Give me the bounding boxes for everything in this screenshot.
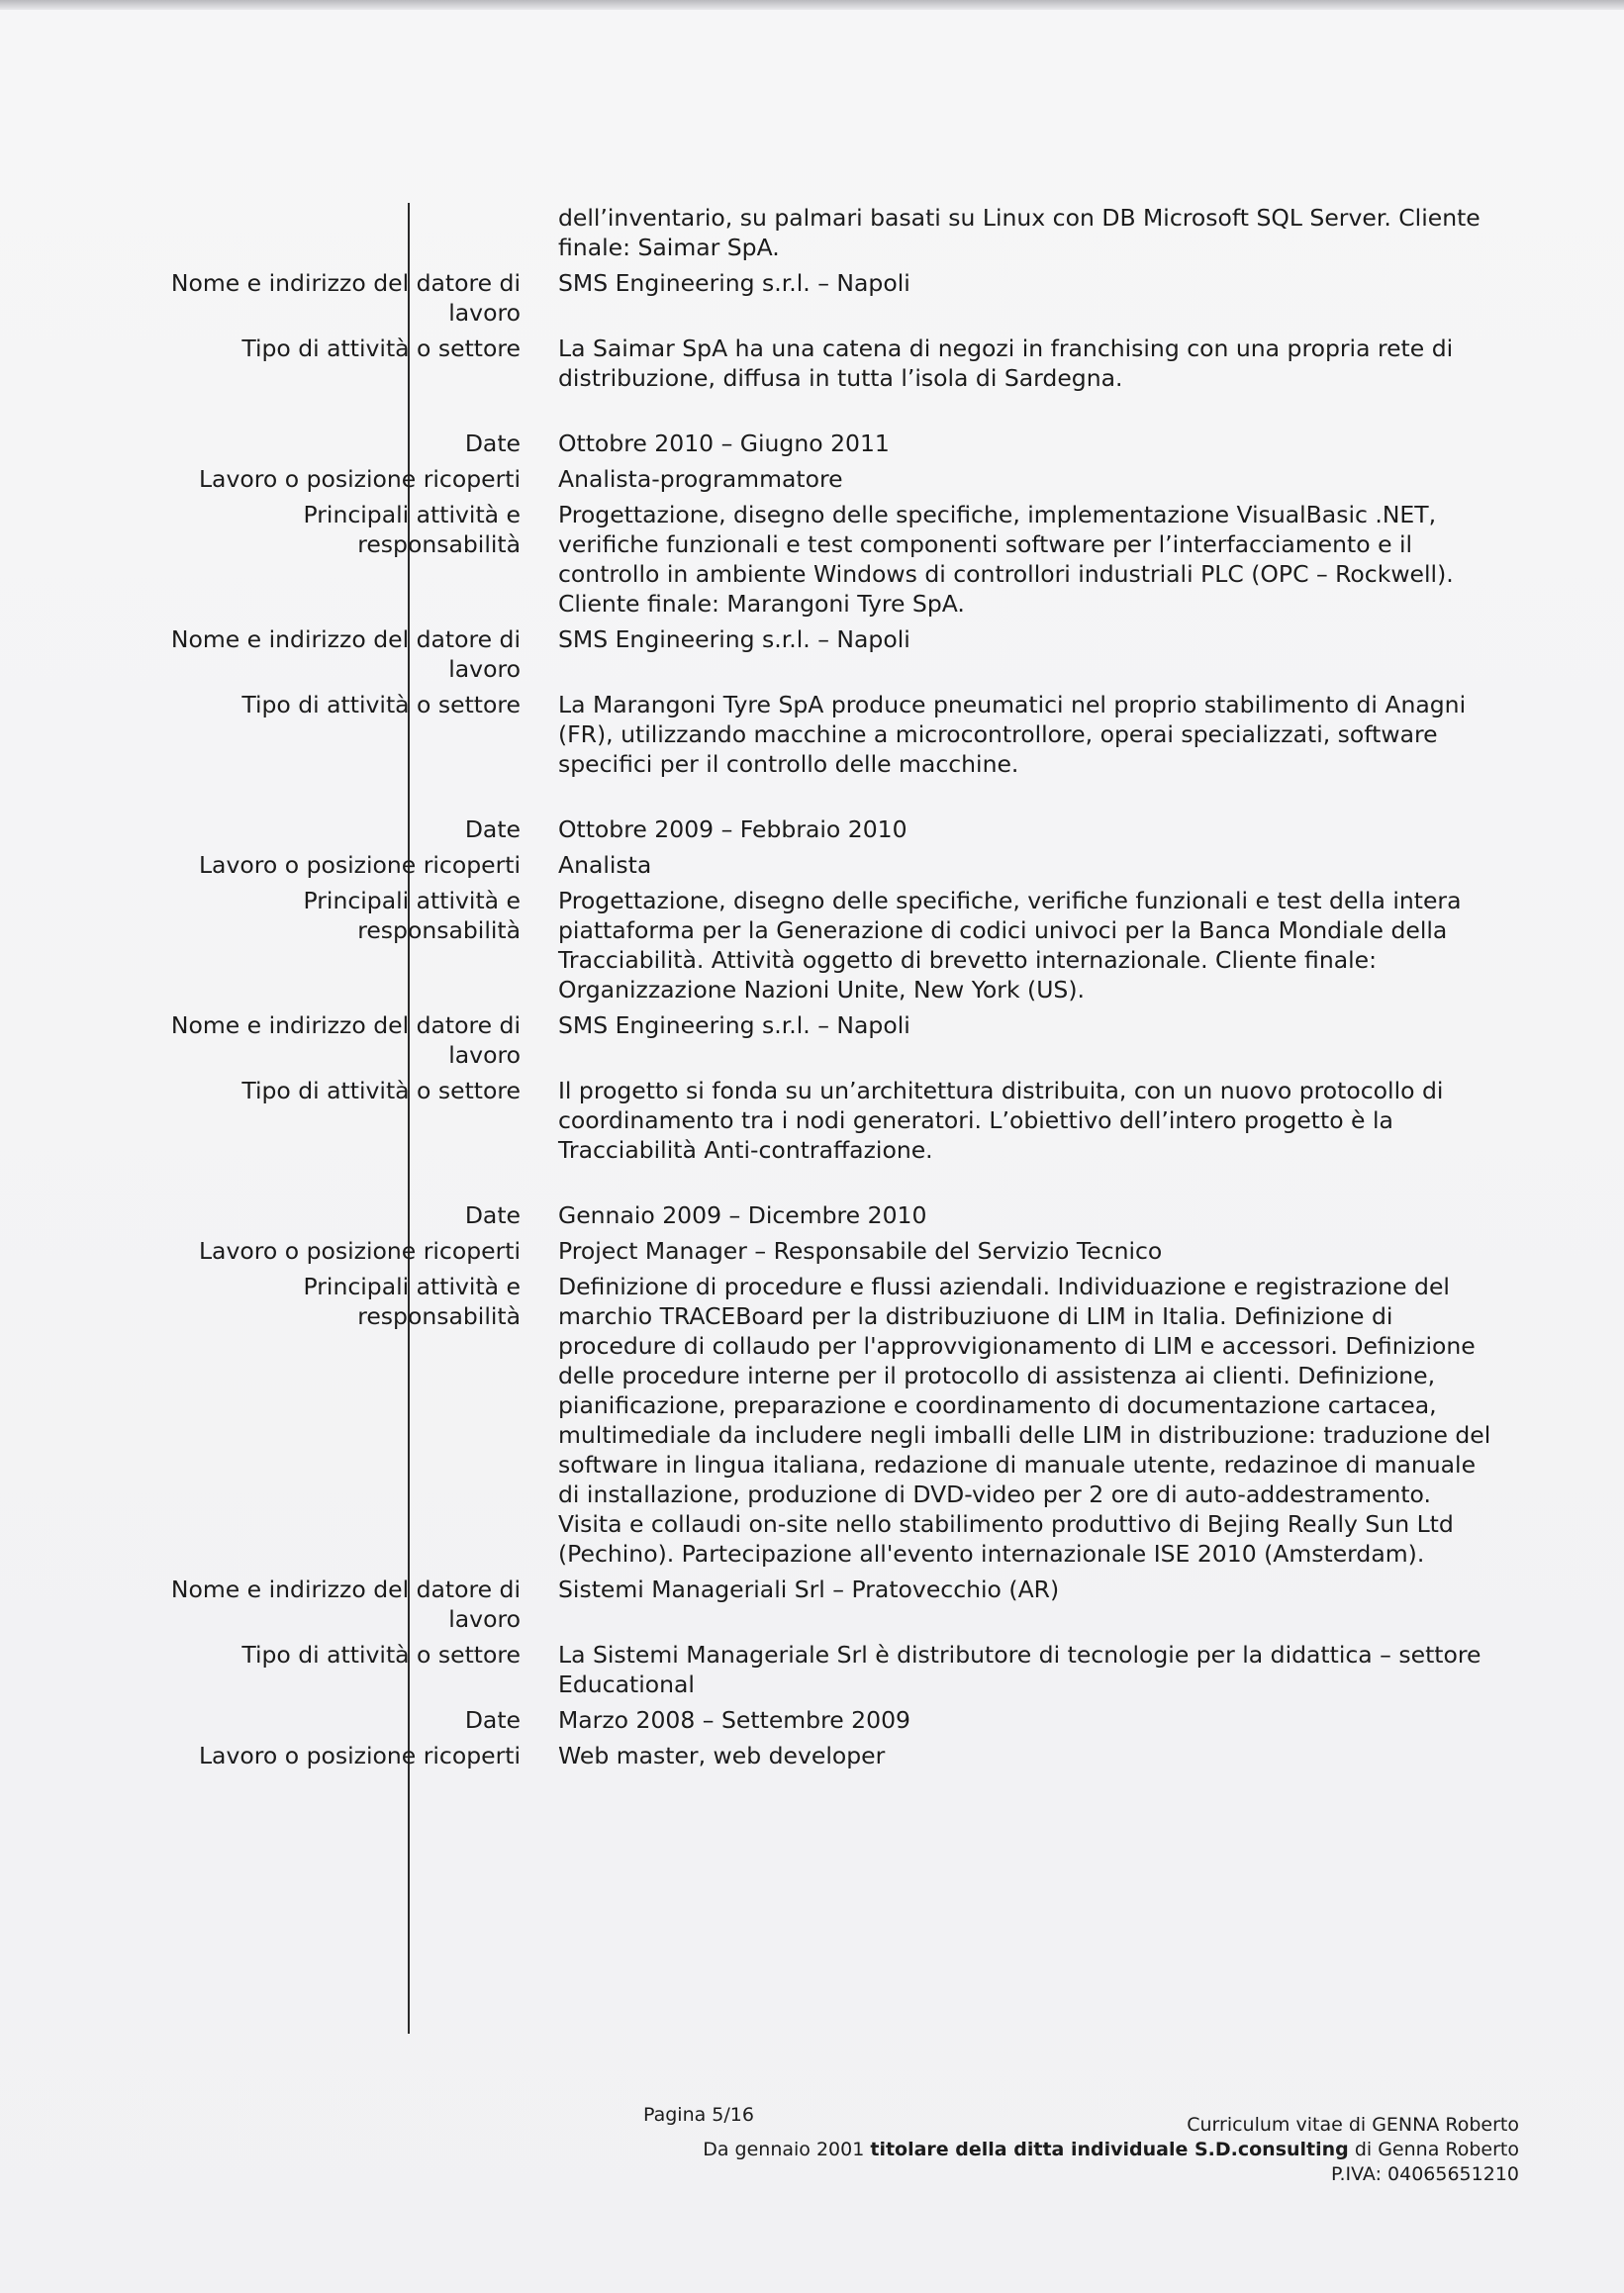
entry-value: Definizione di procedure e flussi aziendali. Individuazione e registrazione del marchio TRACEBoard per la distribuziuone di LIM in Italia. Definizione di procedure di collaudo per l'approvvigionamento di LIM e accessori. Definizione delle procedure interne per il protocollo di assistenza ai clienti. Definizione, pianificazione, preparazione e coordinamento di documentazione cartacea, multimediale da includere negli imballi delle LIM in distribuzione: traduzione del software in lingua italiana, redazione di manuale utente, redazinoe di manuale di installazione, produzione di DVD-video per 2 ore di auto-addestramento. Visita e collaudi on-site nello stabilimento produttivo di Bejing Really Sun Ltd (Pechino). Partecipazione all'evento internazionale ISE 2010 (Amsterdam). — [558, 1273, 1491, 1568]
entry-row — [148, 1741, 1524, 1770]
entry-row — [148, 334, 1524, 393]
entry-row — [148, 1010, 1524, 1070]
entry-label: Tipo di attività o settore — [241, 1641, 521, 1669]
entry-row — [148, 690, 1524, 779]
entry-label: Nome e indirizzo del datore di lavoro — [170, 269, 521, 327]
company-line-suffix: di Genna Roberto — [1348, 2139, 1519, 2160]
entry-label: Lavoro o posizione ricoperti — [198, 465, 521, 493]
entry-label: Principali attività e responsabilità — [303, 1273, 521, 1330]
entry-label: Nome e indirizzo del datore di lavoro — [170, 625, 521, 683]
entry-row — [148, 203, 1524, 262]
entry-label: Lavoro o posizione ricoperti — [198, 1742, 521, 1769]
page-number: Pagina 5/16 — [643, 2104, 754, 2126]
entry-label: Tipo di attività o settore — [241, 334, 521, 362]
entry-value: dell’inventario, su palmari basati su Linux con DB Microsoft SQL Server. Cliente finale: Saimar SpA. — [558, 204, 1481, 261]
entry-label: Lavoro o posizione ricoperti — [198, 1237, 521, 1265]
entry-value: Project Manager – Responsabile del Servizio Tecnico — [558, 1237, 1163, 1265]
entry-row — [148, 268, 1524, 328]
entry-label: Date — [464, 430, 521, 457]
entry-label: Date — [464, 1201, 521, 1229]
vat-number: P.IVA: 04065651210 — [1331, 2163, 1519, 2185]
entry-value: Gennaio 2009 – Dicembre 2010 — [558, 1201, 927, 1229]
entry-value: SMS Engineering s.r.l. – Napoli — [558, 625, 910, 653]
entry-value: SMS Engineering s.r.l. – Napoli — [558, 1011, 910, 1039]
cv-work-experience — [148, 203, 1524, 1770]
entry-value: SMS Engineering s.r.l. – Napoli — [558, 269, 910, 297]
entry-value: Marzo 2008 – Settembre 2009 — [558, 1706, 910, 1734]
entry-value: La Marangoni Tyre SpA produce pneumatici nel proprio stabilimento di Anagni (FR), utilizzando macchine a microcontrollore, operai specializzati, software specifici per il controllo delle macchine. — [558, 691, 1467, 778]
entry-row — [148, 1200, 1524, 1230]
entry-row — [148, 1575, 1524, 1634]
entry-value: Analista — [558, 851, 652, 879]
entry-row — [148, 814, 1524, 844]
entry-label: Principali attività e responsabilità — [303, 501, 521, 558]
entry-row — [148, 624, 1524, 684]
entry-row — [148, 500, 1524, 619]
entry-row — [148, 1076, 1524, 1165]
entry-label: Principali attività e responsabilità — [303, 887, 521, 944]
company-line-prefix: Da gennaio 2001 — [703, 2139, 871, 2160]
entry-label: Lavoro o posizione ricoperti — [198, 851, 521, 879]
entry-value: Ottobre 2009 – Febbraio 2010 — [558, 815, 908, 843]
entry-value: Progettazione, disegno delle specifiche, verifiche funzionali e test della intera piattaforma per la Generazione di codici univoci per la Banca Mondiale della Tracciabilità. Attività oggetto di brevetto internazionale. Cliente finale: Organizzazione Nazioni Unite, New York (US). — [558, 887, 1462, 1003]
entry-row — [148, 850, 1524, 880]
entry-value: La Sistemi Manageriale Srl è distributore di tecnologie per la didattica – settore Educational — [558, 1641, 1481, 1698]
entry-row — [148, 886, 1524, 1004]
entry-label: Date — [464, 1706, 521, 1734]
entry-row — [148, 1640, 1524, 1699]
entry-row — [148, 1272, 1524, 1569]
entry-value: Sistemi Manageriali Srl – Pratovecchio (AR) — [558, 1576, 1060, 1603]
entry-value: Il progetto si fonda su un’architettura distribuita, con un nuovo protocollo di coordinamento tra i nodi generatori. L’obiettivo dell’intero progetto è la Tracciabilità Anti-contraffazione. — [558, 1077, 1444, 1164]
entry-label: Nome e indirizzo del datore di lavoro — [170, 1011, 521, 1069]
page-footer — [594, 2103, 1519, 2222]
entry-row — [148, 429, 1524, 458]
entry-value: Analista-programmatore — [558, 465, 843, 493]
entry-value: Progettazione, disegno delle specifiche, implementazione VisualBasic .NET, verifiche funzionali e test componenti software per l’interfacciamento e il controllo in ambiente Windows di controllori industriali PLC (OPC – Rockwell). Cliente finale: Marangoni Tyre SpA. — [558, 501, 1454, 618]
cv-title: Curriculum vitae di GENNA Roberto — [1187, 2114, 1519, 2136]
entry-value: La Saimar SpA ha una catena di negozi in franchising con una propria rete di distribuzione, diffusa in tutta l’isola di Sardegna. — [558, 334, 1454, 392]
entry-label: Tipo di attività o settore — [241, 1077, 521, 1104]
entry-row — [148, 464, 1524, 494]
entry-row — [148, 1236, 1524, 1266]
entry-label: Date — [464, 815, 521, 843]
entry-label: Tipo di attività o settore — [241, 691, 521, 718]
scan-top-edge — [0, 0, 1624, 10]
company-line-bold: titolare della ditta individuale S.D.consulting — [870, 2139, 1349, 2160]
entry-value: Web master, web developer — [558, 1742, 886, 1769]
entry-value: Ottobre 2010 – Giugno 2011 — [558, 430, 890, 457]
entry-label: Nome e indirizzo del datore di lavoro — [170, 1576, 521, 1633]
company-line — [703, 2138, 1519, 2162]
entry-row — [148, 1705, 1524, 1735]
